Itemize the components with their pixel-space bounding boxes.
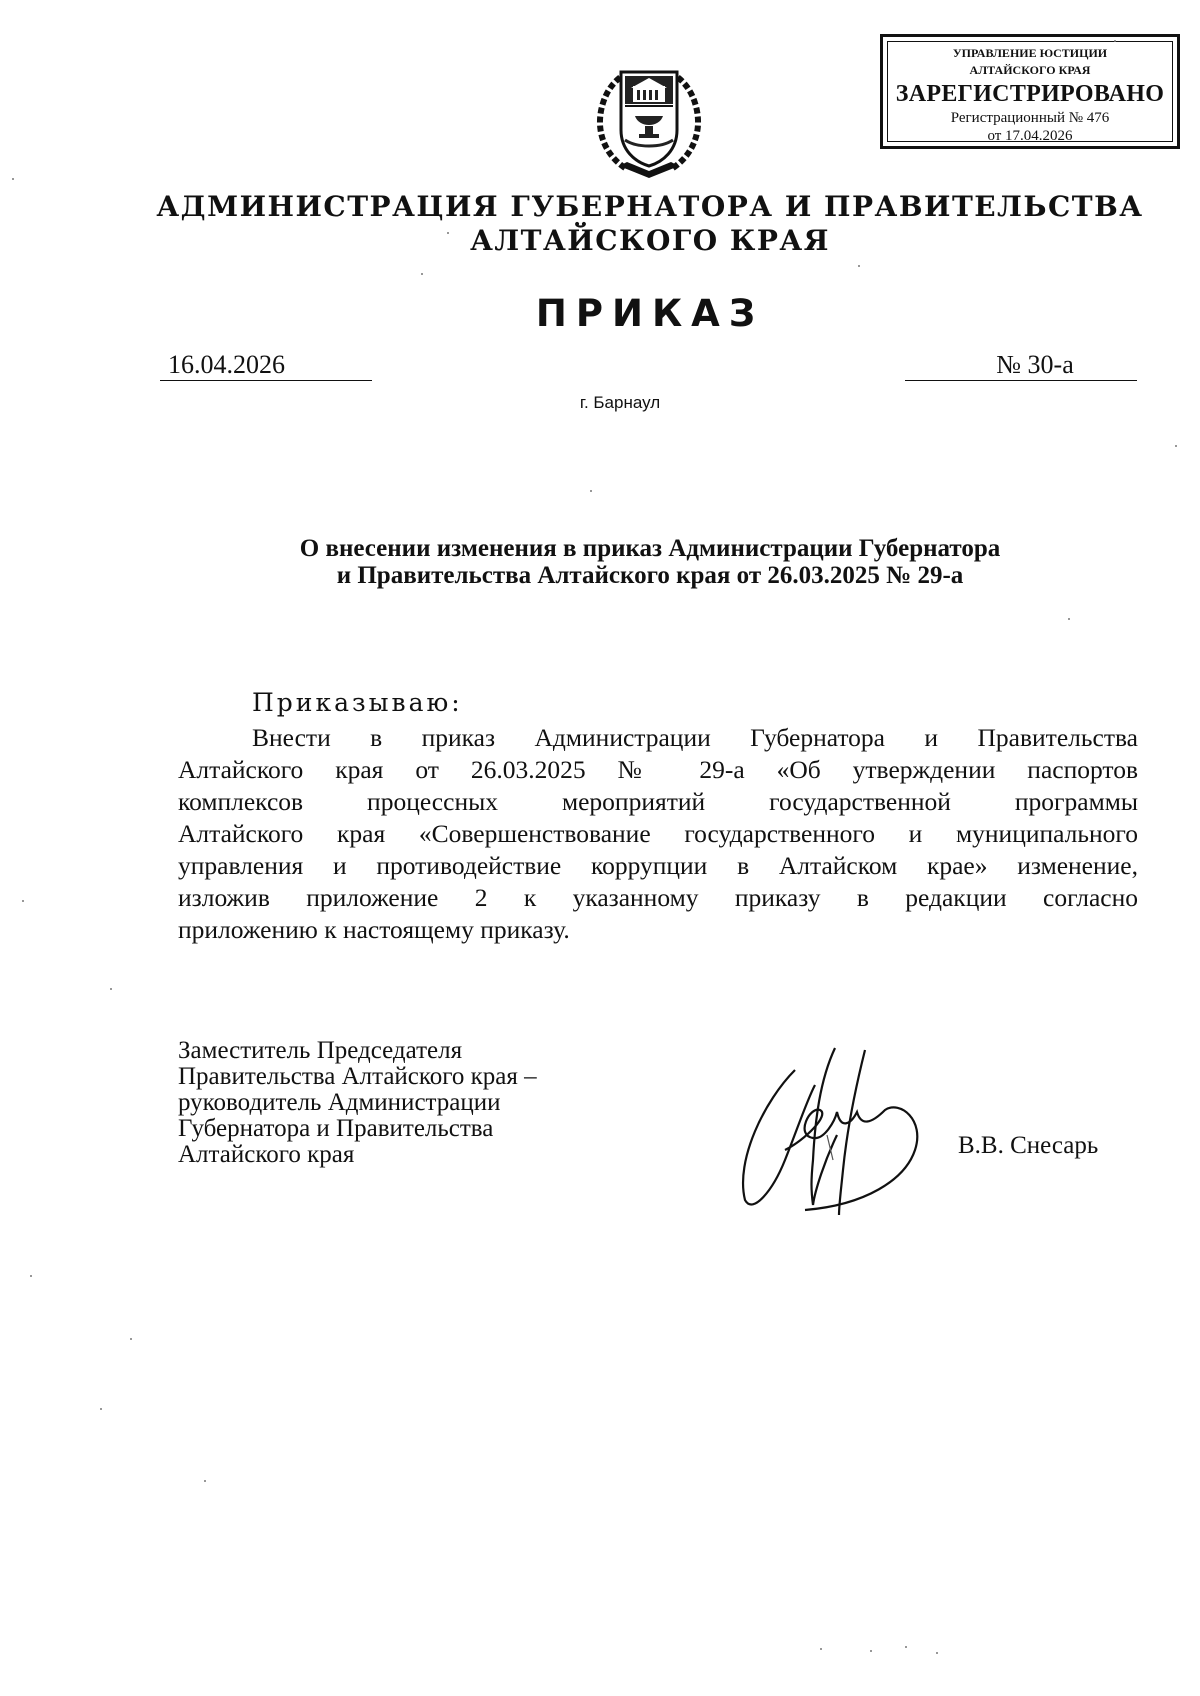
scan-speck [820,1648,822,1650]
stamp-reg-number: Регистрационный № 476 [950,110,1110,126]
scan-speck [590,490,592,492]
subject-line1: О внесении изменения в приказ Администрации Губернатора [299,535,1001,562]
document-number-field [905,352,1137,381]
body-line: Внести в приказ Администрации Губернатора и Правительства [252,723,1138,752]
scan-speck [30,1275,32,1277]
issuer-header [150,190,1150,258]
scan-speck [130,1338,132,1340]
subject-line2: и Правительства Алтайского края от 26.03.2025 № 29-а [336,562,964,589]
body-line: Алтайского края от 26.03.2025 № 29-а «Об утверждении паспортов [178,755,1138,784]
document-date-field [160,352,372,381]
coat-of-arms-emblem [585,58,713,180]
scan-speck [1114,40,1116,42]
body-line: Алтайского края «Совершенствование государственного и муниципального [178,819,1138,848]
signer-position-line: Заместитель Председателя [178,1037,463,1064]
scan-speck [204,1480,206,1482]
registration-stamp [880,34,1180,149]
document-date: 16.04.2026 [168,350,285,379]
scan-speck [22,900,24,902]
signer-position-line: Губернатора и Правительства [178,1115,494,1142]
signer-name: В.В. Снесарь [958,1132,1099,1159]
scan-speck [12,178,14,180]
scan-speck [936,1652,938,1654]
signer-position [178,1038,638,1168]
body-paragraph [178,722,1138,946]
scan-speck [447,232,449,234]
signer-position-line: руководитель Администрации [178,1089,501,1116]
document-type-title: ПРИКАЗ [535,292,765,335]
stamp-status: ЗАРЕГИСТРИРОВАНО [895,81,1165,107]
scan-speck [858,265,860,267]
issuer-header-line2: АЛТАЙСКОГО КРАЯ [470,224,830,257]
body-line: изложив приложение 2 к указанному приказу в редакции согласно [178,883,1138,912]
document-city: г. Барнаул [579,393,661,412]
handwritten-signature [725,1040,940,1220]
scan-speck [421,273,423,275]
stamp-org-line1: УПРАВЛЕНИЕ ЮСТИЦИИ [952,46,1108,60]
document-number: № 30-а [996,350,1074,379]
body-line: комплексов процессных мероприятий государственной программы [178,787,1138,816]
signer-position-line: Алтайского края [178,1141,355,1168]
signer-position-line: Правительства Алтайского края – [178,1063,537,1090]
scan-speck [110,988,112,990]
stamp-reg-date: от 17.04.2026 [987,128,1073,144]
issuer-header-line1: АДМИНИСТРАЦИЯ ГУБЕРНАТОРА И ПРАВИТЕЛЬСТВА [156,190,1144,223]
scan-speck [905,1646,907,1648]
stamp-org-line2: АЛТАЙСКОГО КРАЯ [969,63,1091,77]
scan-speck [1068,618,1070,620]
scan-speck [870,1650,872,1652]
body-line: приложению к настоящему приказу. [178,915,570,944]
order-word: Приказываю: [252,688,463,717]
body-line: управления и противодействие коррупции в Алтайском крае» изменение, [178,851,1138,880]
scan-speck [1175,445,1177,447]
document-subject [150,535,1150,589]
scan-speck [100,1408,102,1410]
